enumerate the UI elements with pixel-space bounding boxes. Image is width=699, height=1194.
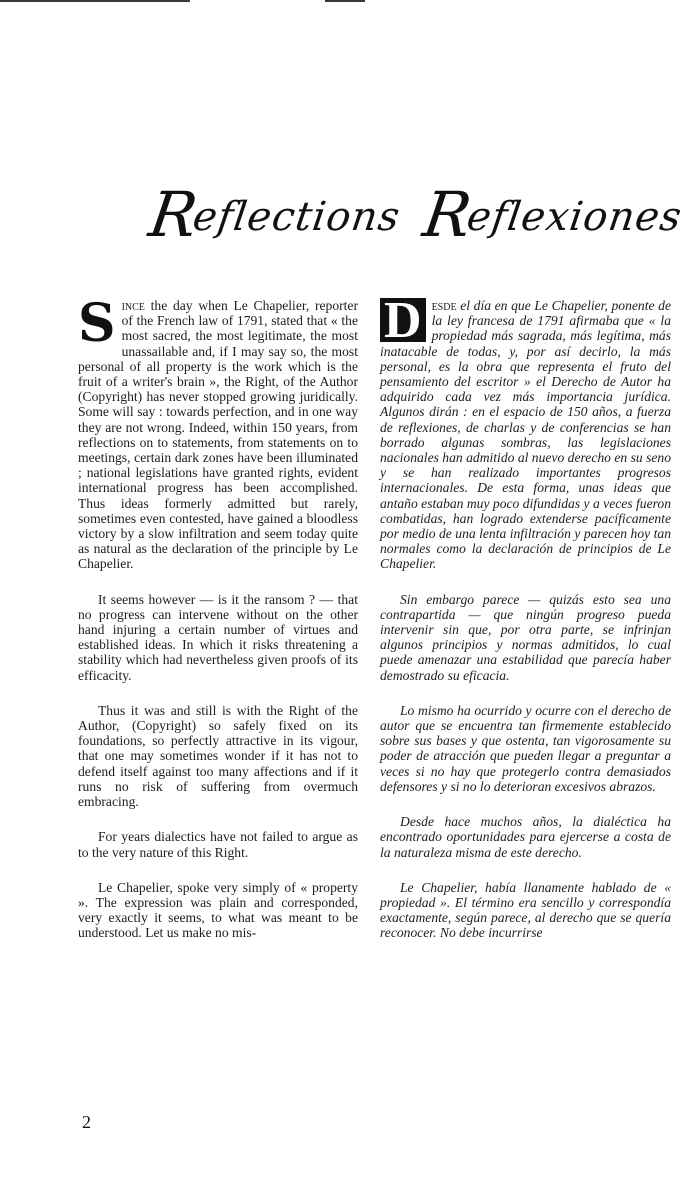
english-paragraph-3: Thus it was and still is with the Right of the Author, (Copyright) so safely fixed on its foundations, so perfectly attractive in its vigour, that one may sometimes wonder if it has not to defend itself against too many affections and if it runs no risk of suffering from overmuch embracing. [78,702,358,810]
spanish-paragraph-1 [380,292,671,572]
english-paragraph-2: It seems however — is it the ransom ? — that no progress can intervene without on the other hand injuring a certain number of virtues and established ideas. In which it risks threatening a stability which had nevertheless given proofs of its efficacity. [78,591,358,683]
english-paragraph-1 [78,293,358,572]
spanish-paragraph-3: Lo mismo ha ocurrido y ocurre con el derecho de autor que se encuentra tan firmemente establecido sobre sus bases y que ostenta, tan vigorosamente su poder de atracción que pueden llegar a preguntar a veces si no hay que protegerlo contra demasiados defensores y si no lo deterioran excesivos abrazos. [380,702,671,794]
heading-reflexiones [419,178,687,251]
english-paragraph-1-text: the day when Le Chapelier, reporter of the French law of 1791, stated that « the most sacred, the most legitimate, the most unassailable and, if I may say so, the most personal of all property is the work which is the fruit of a writer's brain », the Right, of the Author (Copyright) has never stopped growing juridically. Some will say : towards perfection, and in one way they are not wrong. Indeed, within 150 years, from reflections on to statements, from statements on to meetings, certain dark zones have been illuminated ; national legislations have granted rights, evident international progress has been accomplished. Thus ideas formerly admitted but rarely, sometimes even contested, have gained a bloodless victory by a slow infiltration and seem today quite as natural as the declaration of the principle by Le Chapelier. [78,298,358,572]
spanish-paragraph-1-text: el día en que Le Chapelier, ponente de la ley francesa de 1791 afirmaba que « la propiedad más sagrada, más legítima, más inatacable de todas, y, por así decirlo, la más personal, es la obra que representa el fruto del pensamiento del escritor » el Derecho de Autor ha adquirido cada vez más importancia jurídica. Algunos dirán : en el espacio de 150 años, a fuerza de reflexiones, de charlas y de conferencias se han borrado algunas sombras, las legislaciones nacionales han admitido al nuevo derecho en su seno y se han realizado importantes progresos internacionales. De esta forma, unas ideas que antaño estaban muy poco difundidas y a veces fueron combatidas, han logrado extenderse pacíficamente por medio de una lenta infiltración y parecen hoy tan normales como la declaración de principios de Le Chapelier. [380,298,671,572]
spanish-paragraph-2: Sin embargo parece — quizás esto sea una contrapartida — que ningún progreso pueda intervenir sin que, por otra parte, se infrinjan algunos principios y normas admitidos, lo cual puede amenazar una estabilidad que parecía haber demostrado su eficacia. [380,591,671,683]
heading-reflections-rest: eflections [190,194,404,240]
spanish-lead-in: esde [431,298,457,313]
english-dropcap: S [78,293,116,354]
top-rule [0,0,190,2]
spanish-dropcap: D [380,298,426,342]
page-number: 2 [82,1112,91,1132]
english-lead-in: ince [121,298,145,313]
spanish-column [380,292,671,961]
heading-reflexiones-rest: eflexiones [464,194,685,240]
english-paragraph-5: Le Chapelier, spoke very simply of « property ». The expression was plain and corresponded, very exactly it seems, to what was meant to be understood. Let us make no mis- [78,879,358,941]
heading-reflections-cap: R [144,178,203,251]
english-paragraph-4: For years dialectics have not failed to argue as to the very nature of this Right. [78,829,358,860]
spanish-paragraph-5: Le Chapelier, había llanamente hablado de « propiedad ». El término era sencillo y correspondía exactamente, según parece, al derecho que se quería reconocer. No debe incurrirse [380,879,671,941]
heading-reflexiones-cap: R [418,178,477,251]
english-column [78,293,358,961]
top-rule-short [325,0,365,2]
heading-reflections [145,178,406,251]
spanish-paragraph-4: Desde hace muchos años, la dialéctica ha encontrado oportunidades para ejercerse a costa de la naturaleza misma de este derecho. [380,814,671,860]
